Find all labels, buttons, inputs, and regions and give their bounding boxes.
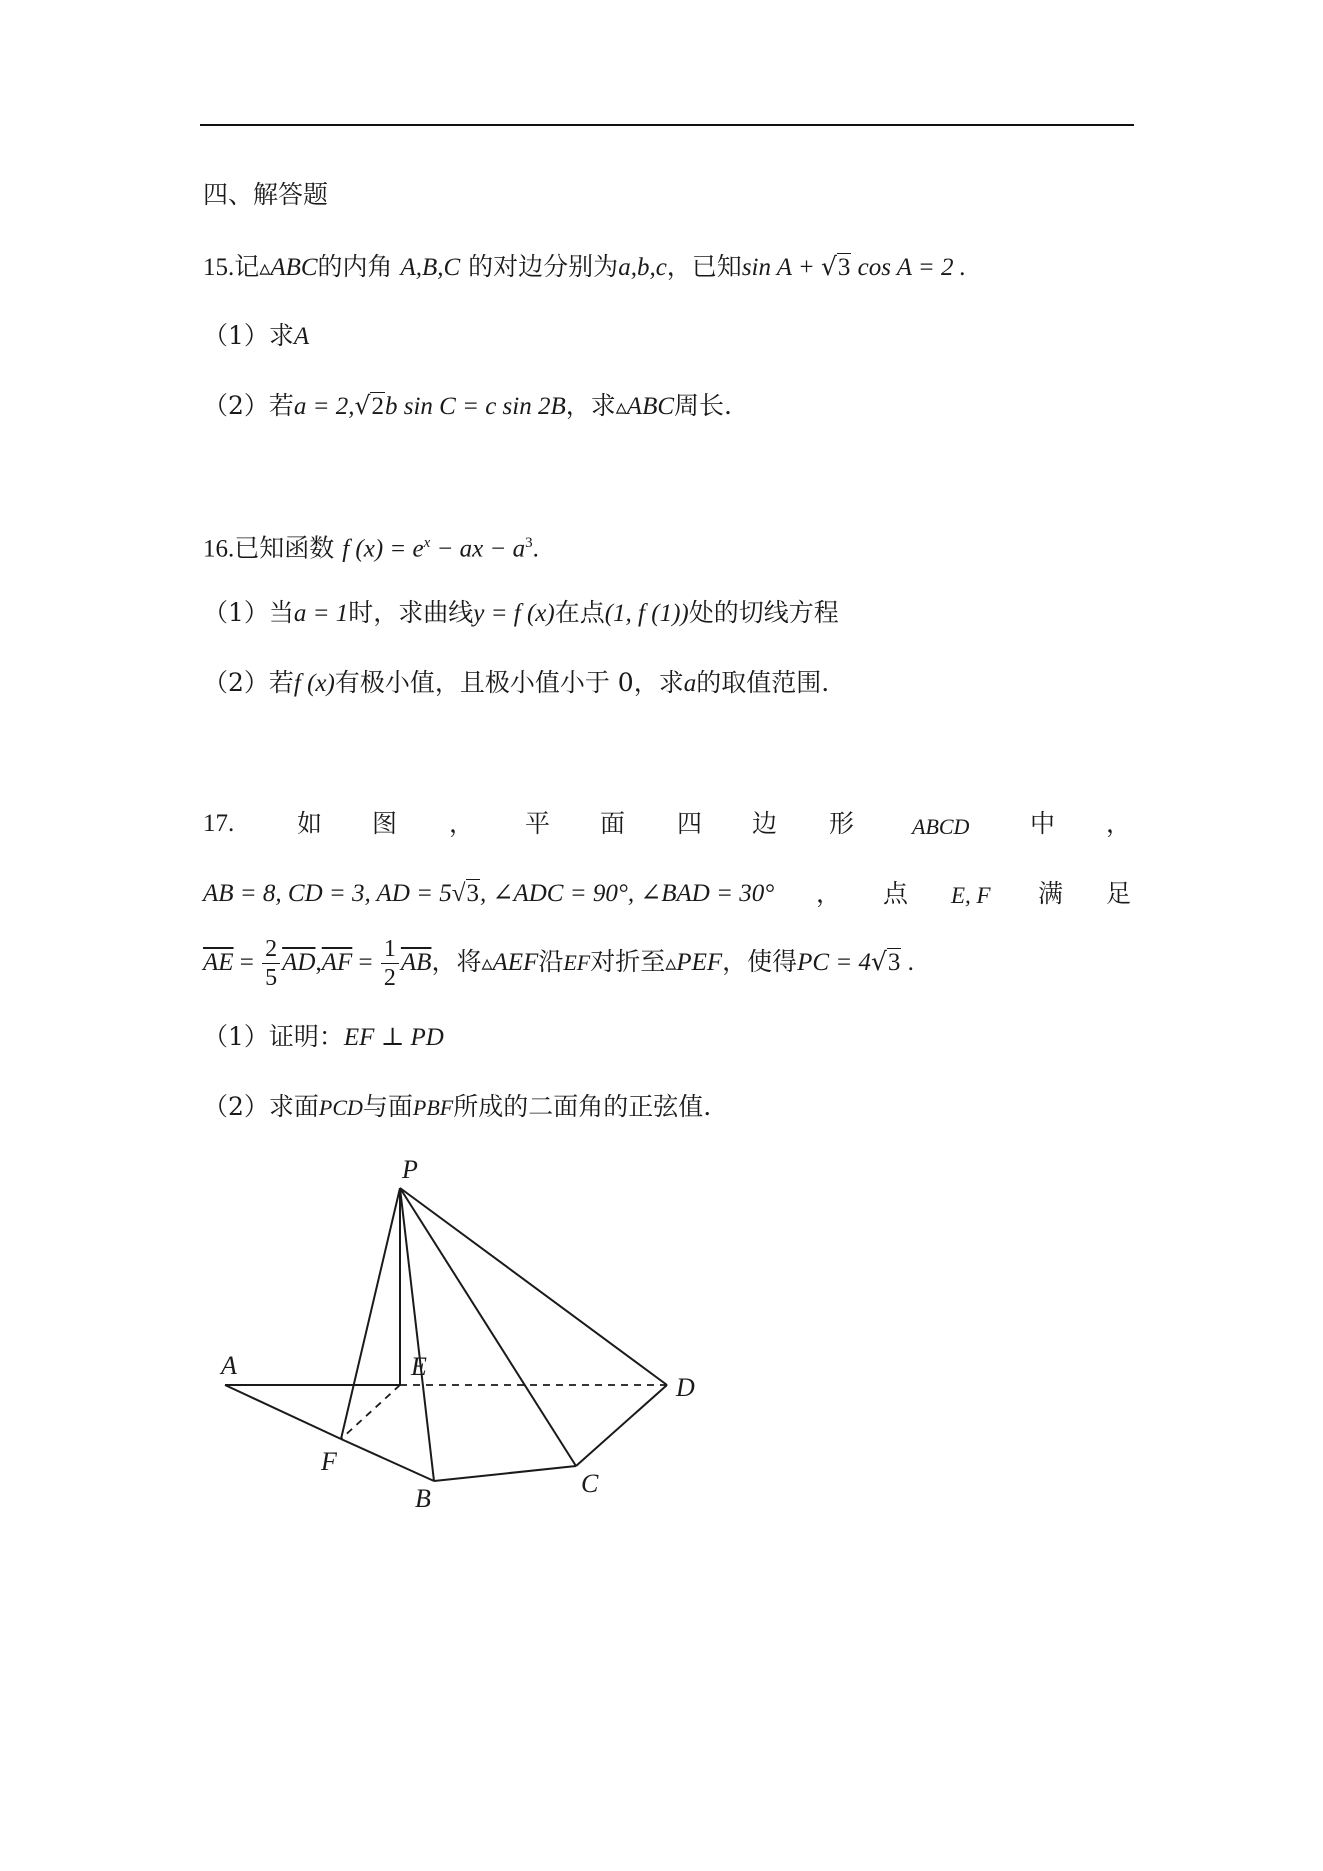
- fraction-1-2: $\frac{1}{2}$: [381, 935, 399, 992]
- label-P: P: [402, 1155, 418, 1184]
- hidden-edge-EF: [341, 1385, 400, 1439]
- label-B: B: [415, 1484, 431, 1513]
- q16-part2: （2）若f (x)有极小值，且极小值小于 0，求a的取值范围.: [203, 668, 830, 697]
- edge-FB: [341, 1439, 434, 1481]
- label-A: A: [221, 1351, 237, 1380]
- edge-BC: [434, 1466, 576, 1481]
- q16-part1: （1）当a = 1时，求曲线y = f (x)在点(1, f (1))处的切线方程: [203, 598, 839, 627]
- fraction-2-5: $\frac{2}{5}$: [262, 935, 280, 992]
- label-C: C: [581, 1469, 599, 1498]
- edge-AF: [225, 1385, 341, 1439]
- edge-PC: [400, 1188, 576, 1466]
- label-E: E: [411, 1352, 427, 1381]
- label-F: F: [321, 1447, 337, 1476]
- edge-PD: [400, 1188, 667, 1385]
- q15-part2: （2）若a = 2,√2b sin C = c sin 2B，求▵ABC周长.: [203, 391, 732, 420]
- edge-CD: [576, 1385, 667, 1466]
- q15-stem: 15.记▵ABC的内角 A,B,C 的对边分别为a,b,c，已知sin A + √3 cos A = 2 .: [203, 252, 966, 281]
- q15-part1: （1）求A: [203, 321, 310, 350]
- q17-line3: $\overline{AE}$ = $\frac{2}{5}$ $\overline{AD},\overline{AF}$ = $\frac{1}{2}$ $\overline{AB}$，将▵AEF沿EF对折至▵PEF，使得PC = 4√3 .: [203, 936, 914, 991]
- q17-part2: （2）求面PCD与面PBF所成的二面角的正弦值.: [203, 1092, 712, 1121]
- q17-part1: （1）证明：EF ⊥ PD: [203, 1022, 444, 1051]
- edge-PF: [341, 1188, 400, 1439]
- label-D: D: [676, 1373, 695, 1402]
- q16-stem: 16.已知函数 f $(x) = e^x$ − ax − $a^3$.: [203, 533, 539, 563]
- section-title: 四、解答题: [203, 180, 329, 209]
